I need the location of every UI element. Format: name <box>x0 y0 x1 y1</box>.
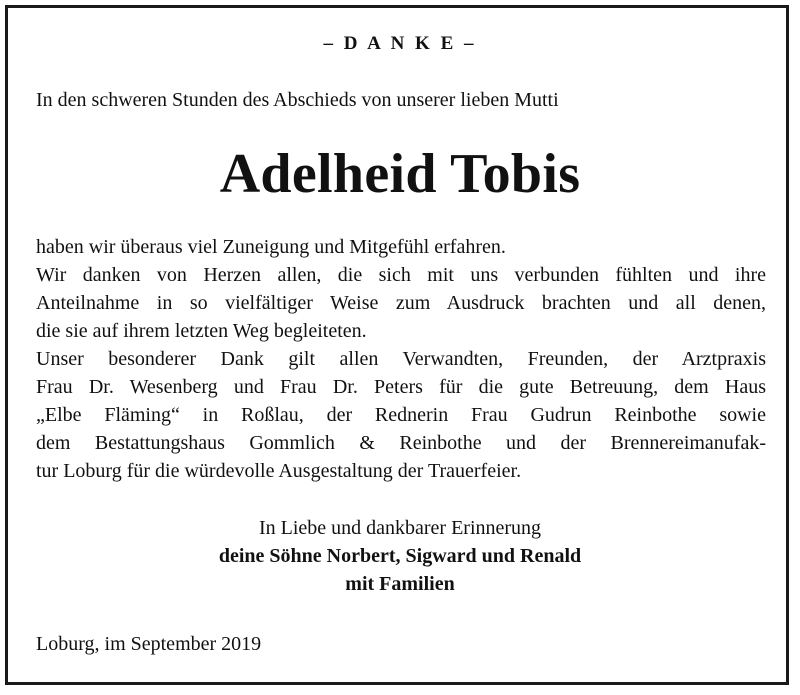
body-line: dem Bestattungshaus Gommlich & Reinbothe und der Brennereimanufak- <box>36 432 766 454</box>
signatories: deine Söhne Norbert, Sigward und Renald <box>218 545 582 567</box>
signatories-family: mit Familien <box>345 573 455 595</box>
intro-text: In den schweren Stunden des Abschieds von unserer lieben Mutti <box>36 89 559 111</box>
body-line: Anteilnahme in so vielfältiger Weise zum Ausdruck brachten und all denen, <box>36 292 766 314</box>
closing-block <box>0 514 800 598</box>
body-line: haben wir überaus viel Zuneigung und Mitgefühl erfahren. <box>36 236 506 258</box>
body-line: tur Loburg für die würdevolle Ausgestaltung der Trauerfeier. <box>36 460 522 482</box>
body-line: die sie auf ihrem letzten Weg begleiteten. <box>36 320 367 342</box>
body-line: „Elbe Fläming“ in Roßlau, der Rednerin Frau Gudrun Reinbothe sowie <box>36 404 766 426</box>
place-date: Loburg, im September 2019 <box>36 633 262 655</box>
body-line: Frau Dr. Wesenberg und Frau Dr. Peters für die gute Betreuung, dem Haus <box>36 376 766 398</box>
body-paragraph <box>36 233 766 485</box>
notice-heading: – D A N K E – <box>323 33 477 54</box>
body-line: Wir danken von Herzen allen, die sich mit uns verbunden fühlten und ihre <box>36 264 766 286</box>
body-line: Unser besonderer Dank gilt allen Verwandten, Freunden, der Arztpraxis <box>36 348 766 370</box>
deceased-name: Adelheid Tobis <box>219 143 581 205</box>
closing-line: In Liebe und dankbarer Erinnerung <box>258 517 542 539</box>
